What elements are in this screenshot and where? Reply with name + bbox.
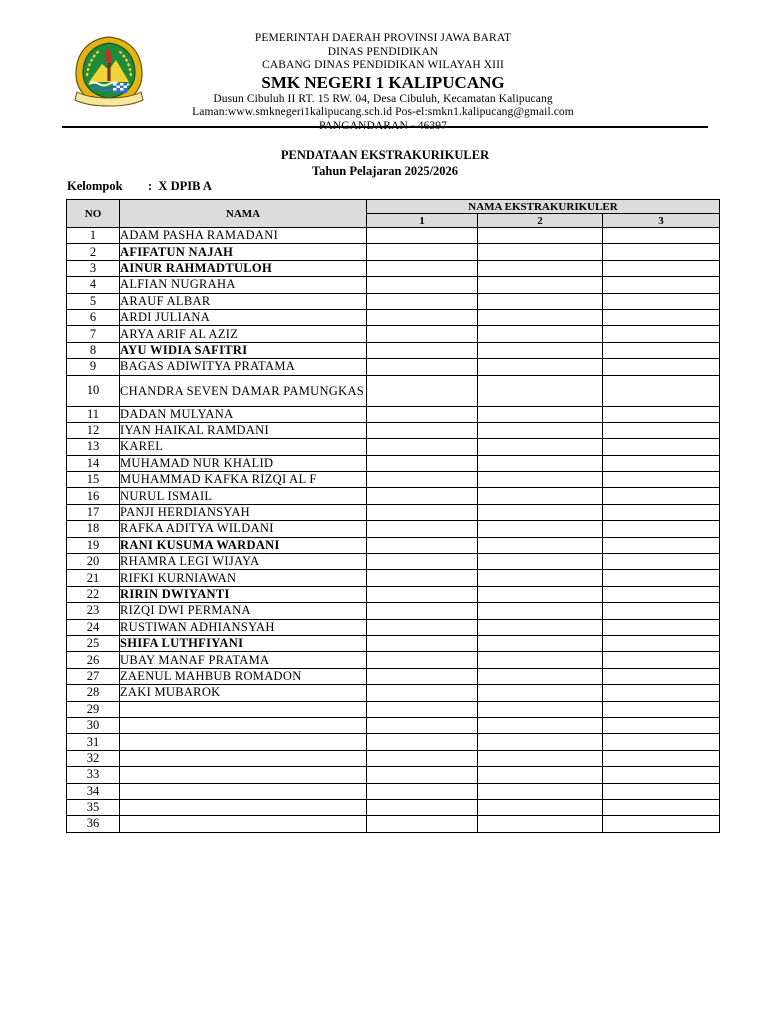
- extracurricular-cell-3[interactable]: [603, 472, 720, 488]
- table-row: [67, 619, 720, 635]
- table-row: [67, 309, 720, 325]
- row-number: 19: [67, 537, 120, 553]
- student-name: [120, 767, 367, 783]
- extracurricular-cell-1[interactable]: [367, 619, 478, 635]
- west-java-emblem-icon: [69, 34, 149, 114]
- extracurricular-cell-3[interactable]: [603, 277, 720, 293]
- extracurricular-cell-3[interactable]: [603, 537, 720, 553]
- table-row: [67, 570, 720, 586]
- row-number: 25: [67, 635, 120, 651]
- extracurricular-cell-1[interactable]: [367, 554, 478, 570]
- student-name: UBAY MANAF PRATAMA: [120, 652, 367, 668]
- table-row: [67, 586, 720, 602]
- extracurricular-cell-2[interactable]: [478, 472, 603, 488]
- row-number: 35: [67, 799, 120, 815]
- extracurricular-cell-1[interactable]: [367, 455, 478, 471]
- student-name: RIFKI KURNIAWAN: [120, 570, 367, 586]
- extracurricular-cell-2[interactable]: [478, 603, 603, 619]
- table-row: [67, 488, 720, 504]
- row-number: 26: [67, 652, 120, 668]
- table-row: [67, 537, 720, 553]
- table-row: [67, 717, 720, 733]
- table-row: [67, 603, 720, 619]
- extracurricular-cell-2[interactable]: [478, 685, 603, 701]
- extracurricular-cell-2[interactable]: [478, 244, 603, 260]
- extracurricular-cell-2[interactable]: [478, 652, 603, 668]
- table-row: [67, 375, 720, 406]
- extracurricular-cell-2[interactable]: [478, 734, 603, 750]
- extracurricular-cell-1[interactable]: [367, 816, 478, 832]
- student-name: CHANDRA SEVEN DAMAR PAMUNGKAS: [120, 375, 367, 406]
- extracurricular-cell-1[interactable]: [367, 488, 478, 504]
- academic-year: Tahun Pelajaran 2025/2026: [311, 164, 459, 178]
- extracurricular-cell-2[interactable]: [478, 228, 603, 244]
- extracurricular-cell-1[interactable]: [367, 783, 478, 799]
- extracurricular-cell-3[interactable]: [603, 701, 720, 717]
- extracurricular-cell-2[interactable]: [478, 619, 603, 635]
- table-row: [67, 277, 720, 293]
- extracurricular-cell-3[interactable]: [603, 734, 720, 750]
- extracurricular-cell-1[interactable]: [367, 342, 478, 358]
- extracurricular-cell-3[interactable]: [603, 504, 720, 520]
- row-number: 23: [67, 603, 120, 619]
- extracurricular-cell-1[interactable]: [367, 228, 478, 244]
- student-name: [120, 799, 367, 815]
- student-name: MUHAMMAD KAFKA RIZQI AL F: [120, 472, 367, 488]
- subcolumn-header-2: 2: [478, 214, 603, 228]
- table-row: [67, 342, 720, 358]
- row-number: 6: [67, 309, 120, 325]
- extracurricular-cell-1[interactable]: [367, 586, 478, 602]
- table-row: [67, 652, 720, 668]
- extracurricular-cell-3[interactable]: [603, 228, 720, 244]
- student-name: [120, 734, 367, 750]
- extracurricular-cell-3[interactable]: [603, 309, 720, 325]
- extracurricular-cell-1[interactable]: [367, 375, 478, 406]
- extracurricular-cell-1[interactable]: [367, 537, 478, 553]
- student-name: [120, 750, 367, 766]
- extracurricular-cell-2[interactable]: [478, 717, 603, 733]
- extracurricular-cell-1[interactable]: [367, 521, 478, 537]
- student-name: MUHAMAD NUR KHALID: [120, 455, 367, 471]
- extracurricular-cell-2[interactable]: [478, 277, 603, 293]
- extracurricular-cell-3[interactable]: [603, 717, 720, 733]
- table-row: [67, 326, 720, 342]
- student-name: [120, 783, 367, 799]
- table-row: [67, 554, 720, 570]
- row-number: 36: [67, 816, 120, 832]
- row-number: 13: [67, 439, 120, 455]
- row-number: 5: [67, 293, 120, 309]
- table-row: [67, 359, 720, 375]
- column-header-extracurricular: NAMA EKSTRAKURIKULER: [367, 200, 720, 214]
- row-number: 3: [67, 260, 120, 276]
- table-row: [67, 635, 720, 651]
- extracurricular-cell-3[interactable]: [603, 652, 720, 668]
- school-address: Dusun Cibuluh II RT. 15 RW. 04, Desa Cibuluh, Kecamatan Kalipucang: [213, 92, 553, 105]
- table-row: [67, 455, 720, 471]
- table-row: [67, 685, 720, 701]
- department-line: DINAS PENDIDIKAN: [327, 45, 439, 58]
- row-number: 32: [67, 750, 120, 766]
- extracurricular-cell-2[interactable]: [478, 816, 603, 832]
- subcolumn-header-3: 3: [603, 214, 720, 228]
- extracurricular-cell-2[interactable]: [478, 586, 603, 602]
- row-number: 33: [67, 767, 120, 783]
- extracurricular-cell-3[interactable]: [603, 260, 720, 276]
- student-name: SHIFA LUTHFIYANI: [120, 635, 367, 651]
- extracurricular-cell-1[interactable]: [367, 701, 478, 717]
- extracurricular-cell-3[interactable]: [603, 783, 720, 799]
- group-separator: :: [148, 179, 153, 193]
- row-number: 22: [67, 586, 120, 602]
- extracurricular-cell-2[interactable]: [478, 422, 603, 438]
- student-name: ADAM PASHA RAMADANI: [120, 228, 367, 244]
- extracurricular-cell-2[interactable]: [478, 767, 603, 783]
- extracurricular-cell-2[interactable]: [478, 406, 603, 422]
- row-number: 4: [67, 277, 120, 293]
- extracurricular-cell-1[interactable]: [367, 652, 478, 668]
- extracurricular-cell-3[interactable]: [603, 488, 720, 504]
- extracurricular-cell-1[interactable]: [367, 359, 478, 375]
- extracurricular-cell-2[interactable]: [478, 635, 603, 651]
- student-name: ALFIAN NUGRAHA: [120, 277, 367, 293]
- extracurricular-cell-3[interactable]: [603, 619, 720, 635]
- extracurricular-cell-3[interactable]: [603, 455, 720, 471]
- extracurricular-cell-3[interactable]: [603, 603, 720, 619]
- row-number: 17: [67, 504, 120, 520]
- student-name: RIZQI DWI PERMANA: [120, 603, 367, 619]
- extracurricular-cell-3[interactable]: [603, 293, 720, 309]
- row-number: 28: [67, 685, 120, 701]
- extracurricular-cell-3[interactable]: [603, 326, 720, 342]
- extracurricular-cell-2[interactable]: [478, 439, 603, 455]
- government-line: PEMERINTAH DAERAH PROVINSI JAWA BARAT: [254, 32, 512, 44]
- row-number: 24: [67, 619, 120, 635]
- branch-line: CABANG DINAS PENDIDIKAN WILAYAH XIII: [262, 59, 504, 71]
- student-name: ARDI JULIANA: [120, 309, 367, 325]
- extracurricular-cell-2[interactable]: [478, 521, 603, 537]
- table-row: [67, 472, 720, 488]
- class-group: [67, 179, 212, 194]
- row-number: 18: [67, 521, 120, 537]
- extracurricular-cell-3[interactable]: [603, 767, 720, 783]
- student-name: AYU WIDIA SAFITRI: [120, 342, 367, 358]
- extracurricular-cell-1[interactable]: [367, 293, 478, 309]
- extracurricular-cell-1[interactable]: [367, 326, 478, 342]
- extracurricular-cell-1[interactable]: [367, 244, 478, 260]
- column-header-name: NAMA: [120, 200, 367, 228]
- extracurricular-cell-2[interactable]: [478, 293, 603, 309]
- table-row: [67, 293, 720, 309]
- row-number: 12: [67, 422, 120, 438]
- group-value: X DPIB A: [158, 179, 212, 193]
- extracurricular-cell-1[interactable]: [367, 260, 478, 276]
- extracurricular-cell-1[interactable]: [367, 767, 478, 783]
- group-label: Kelompok: [67, 179, 123, 193]
- row-number: 20: [67, 554, 120, 570]
- school-city: PANGANDARAN - 46397: [319, 119, 447, 132]
- extracurricular-cell-2[interactable]: [478, 455, 603, 471]
- extracurricular-cell-3[interactable]: [603, 375, 720, 406]
- extracurricular-cell-3[interactable]: [603, 342, 720, 358]
- extracurricular-cell-3[interactable]: [603, 799, 720, 815]
- table-row: [67, 228, 720, 244]
- extracurricular-cell-2[interactable]: [478, 359, 603, 375]
- student-name: PANJI HERDIANSYAH: [120, 504, 367, 520]
- table-row: [67, 767, 720, 783]
- student-name: ZAKI MUBAROK: [120, 685, 367, 701]
- student-name: [120, 717, 367, 733]
- extracurricular-cell-1[interactable]: [367, 635, 478, 651]
- extracurricular-cell-2[interactable]: [478, 750, 603, 766]
- row-number: 30: [67, 717, 120, 733]
- letterhead-divider: [62, 126, 708, 128]
- student-name: AINUR RAHMADTULOH: [120, 260, 367, 276]
- row-number: 21: [67, 570, 120, 586]
- extracurricular-cell-3[interactable]: [603, 570, 720, 586]
- row-number: 11: [67, 406, 120, 422]
- student-name: AFIFATUN NAJAH: [120, 244, 367, 260]
- table-row: [67, 244, 720, 260]
- student-name: RIRIN DWIYANTI: [120, 586, 367, 602]
- extracurricular-cell-3[interactable]: [603, 668, 720, 684]
- extracurricular-cell-3[interactable]: [603, 750, 720, 766]
- row-number: 16: [67, 488, 120, 504]
- extracurricular-cell-1[interactable]: [367, 472, 478, 488]
- extracurricular-cell-3[interactable]: [603, 554, 720, 570]
- table-row: [67, 783, 720, 799]
- extracurricular-cell-2[interactable]: [478, 570, 603, 586]
- student-name: IYAN HAIKAL RAMDANI: [120, 422, 367, 438]
- row-number: 34: [67, 783, 120, 799]
- extracurricular-cell-1[interactable]: [367, 603, 478, 619]
- extracurricular-cell-2[interactable]: [478, 488, 603, 504]
- table-row: [67, 701, 720, 717]
- student-name: DADAN MULYANA: [120, 406, 367, 422]
- row-number: 9: [67, 359, 120, 375]
- extracurricular-cell-1[interactable]: [367, 750, 478, 766]
- row-number: 15: [67, 472, 120, 488]
- table-row: [67, 668, 720, 684]
- row-number: 29: [67, 701, 120, 717]
- extracurricular-cell-2[interactable]: [478, 701, 603, 717]
- extracurricular-cell-3[interactable]: [603, 359, 720, 375]
- student-name: RANI KUSUMA WARDANI: [120, 537, 367, 553]
- row-number: 7: [67, 326, 120, 342]
- extracurricular-cell-2[interactable]: [478, 260, 603, 276]
- student-name: ARYA ARIF AL AZIZ: [120, 326, 367, 342]
- document-heading: [62, 147, 708, 179]
- letterhead: [62, 30, 708, 132]
- extracurricular-cell-2[interactable]: [478, 537, 603, 553]
- student-name: ARAUF ALBAR: [120, 293, 367, 309]
- extracurricular-cell-1[interactable]: [367, 277, 478, 293]
- extracurricular-cell-2[interactable]: [478, 783, 603, 799]
- extracurricular-cell-1[interactable]: [367, 406, 478, 422]
- table-row: [67, 406, 720, 422]
- extracurricular-cell-2[interactable]: [478, 554, 603, 570]
- table-row: [67, 734, 720, 750]
- extracurricular-cell-3[interactable]: [603, 635, 720, 651]
- extracurricular-cell-2[interactable]: [478, 375, 603, 406]
- student-name: ZAENUL MAHBUB ROMADON: [120, 668, 367, 684]
- student-name: RAFKA ADITYA WILDANI: [120, 521, 367, 537]
- extracurricular-cell-3[interactable]: [603, 439, 720, 455]
- student-name: RUSTIWAN ADHIANSYAH: [120, 619, 367, 635]
- column-header-no: NO: [67, 200, 120, 228]
- extracurricular-cell-3[interactable]: [603, 586, 720, 602]
- extracurricular-cell-2[interactable]: [478, 504, 603, 520]
- table-row: [67, 750, 720, 766]
- row-number: 10: [67, 375, 120, 406]
- extracurricular-cell-1[interactable]: [367, 309, 478, 325]
- student-name: NURUL ISMAIL: [120, 488, 367, 504]
- student-name: BAGAS ADIWITYA PRATAMA: [120, 359, 367, 375]
- extracurricular-cell-3[interactable]: [603, 244, 720, 260]
- table-row: [67, 439, 720, 455]
- row-number: 27: [67, 668, 120, 684]
- row-number: 2: [67, 244, 120, 260]
- extracurricular-cell-3[interactable]: [603, 521, 720, 537]
- table-body: [67, 228, 720, 833]
- extracurricular-cell-1[interactable]: [367, 439, 478, 455]
- school-name: SMK NEGERI 1 KALIPUCANG: [261, 72, 505, 92]
- student-name: [120, 816, 367, 832]
- extracurricular-cell-2[interactable]: [478, 799, 603, 815]
- table-row: [67, 521, 720, 537]
- extracurricular-cell-3[interactable]: [603, 816, 720, 832]
- extracurricular-cell-1[interactable]: [367, 685, 478, 701]
- extracurricular-cell-2[interactable]: [478, 668, 603, 684]
- extracurricular-cell-1[interactable]: [367, 504, 478, 520]
- student-name: [120, 701, 367, 717]
- student-name: RHAMRA LEGI WIJAYA: [120, 554, 367, 570]
- extracurricular-cell-1[interactable]: [367, 668, 478, 684]
- extracurricular-cell-3[interactable]: [603, 406, 720, 422]
- table-row: [67, 260, 720, 276]
- table-row: [67, 816, 720, 832]
- document-title: PENDATAAN EKSTRAKURIKULER: [280, 148, 490, 162]
- extracurricular-cell-1[interactable]: [367, 799, 478, 815]
- extracurricular-cell-1[interactable]: [367, 734, 478, 750]
- extracurricular-cell-1[interactable]: [367, 422, 478, 438]
- subcolumn-header-1: 1: [367, 214, 478, 228]
- row-number: 8: [67, 342, 120, 358]
- table-row: [67, 799, 720, 815]
- extracurricular-cell-3[interactable]: [603, 422, 720, 438]
- school-contact: Laman:www.smknegeri1kalipucang.sch.id Pos-el:smkn1.kalipucang@gmail.com: [192, 106, 574, 118]
- extracurricular-cell-1[interactable]: [367, 570, 478, 586]
- row-number: 1: [67, 228, 120, 244]
- student-name: KAREL: [120, 439, 367, 455]
- table-row: [67, 504, 720, 520]
- extracurricular-cell-2[interactable]: [478, 342, 603, 358]
- extracurricular-cell-2[interactable]: [478, 309, 603, 325]
- extracurricular-table: [66, 199, 720, 833]
- extracurricular-cell-1[interactable]: [367, 717, 478, 733]
- table-row: [67, 422, 720, 438]
- extracurricular-cell-3[interactable]: [603, 685, 720, 701]
- row-number: 31: [67, 734, 120, 750]
- row-number: 14: [67, 455, 120, 471]
- extracurricular-cell-2[interactable]: [478, 326, 603, 342]
